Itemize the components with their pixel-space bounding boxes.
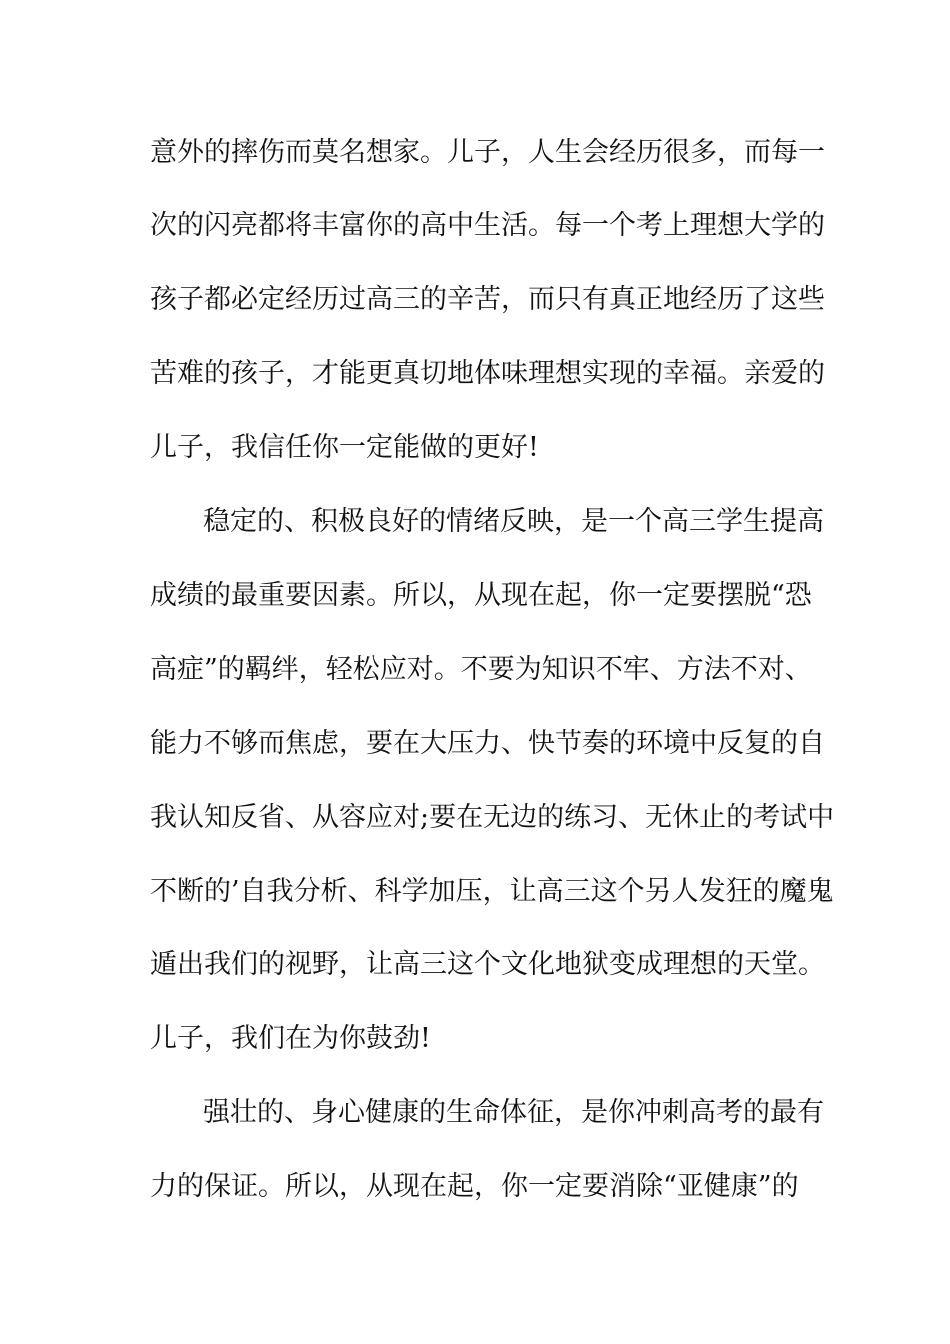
paragraph-start-line: 稳定的、积极良好的情绪反映，是一个高三学生提高 xyxy=(203,506,824,537)
paragraph-start-line: 强壮的、身心健康的生命体征，是你冲刺高考的最有 xyxy=(203,1097,824,1128)
text-line: 遁出我们的视野，让高三这个文化地狱变成理想的天堂。 xyxy=(150,949,825,980)
text-line: 孩子都必定经历过高三的辛苦，而只有真正地经历了这些 xyxy=(150,284,825,315)
text-line: 次的闪亮都将丰富你的高中生活。每一个考上理想大学的 xyxy=(150,210,825,241)
text-line: 不断的’自我分析、科学加压，让高三这个另人发狂的魔鬼 xyxy=(150,876,834,907)
text-line: 成绩的最重要因素。所以，从现在起，你一定要摆脱“恐 xyxy=(150,580,812,611)
text-line: 意外的摔伤而莫名想家。儿子，人生会经历很多，而每一 xyxy=(150,137,825,168)
text-line: 儿子，我们在为你鼓劲! xyxy=(150,1023,431,1054)
text-line: 我认知反省、从容应对;要在无边的练习、无休止的考试中 xyxy=(150,802,835,833)
text-line: 高症”的羁绊，轻松应对。不要为知识不牢、方法不对、 xyxy=(150,654,812,685)
text-line: 能力不够而焦虑，要在大压力、快节奏的环境中反复的自 xyxy=(150,728,825,759)
text-line: 儿子，我信任你一定能做的更好! xyxy=(150,432,539,463)
text-line: 苦难的孩子，才能更真切地体味理想实现的幸福。亲爱的 xyxy=(150,358,825,389)
text-line: 力的保证。所以，从现在起，你一定要消除“亚健康”的 xyxy=(150,1171,799,1202)
